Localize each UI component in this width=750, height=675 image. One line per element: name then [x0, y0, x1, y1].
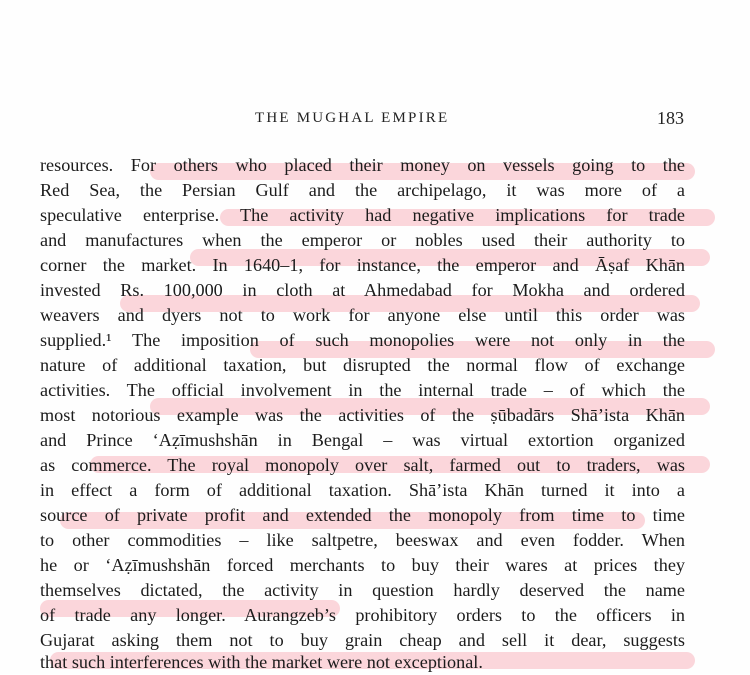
- running-head: [0, 110, 750, 134]
- text-line-1: resources. For others who placed their money on vessels going to the: [40, 155, 685, 175]
- text-line-5: corner the market. In 1640–1, for instance, the emperor and Āṣaf Khān: [40, 255, 685, 275]
- text-line-18: themselves dictated, the activity in question hardly deserved the name: [40, 580, 685, 600]
- text-line-10: activities. The official involvement in the internal trade – of which the: [40, 380, 685, 400]
- text-line-12: and Prince ‘Aẓīmushshān in Bengal – was virtual extortion organized: [40, 430, 685, 450]
- page-number: 183: [657, 108, 684, 128]
- text-line-16: to other commodities – like saltpetre, beeswax and even fodder. When: [40, 530, 685, 550]
- text-line-2: Red Sea, the Persian Gulf and the archipelago, it was more of a: [40, 180, 685, 200]
- text-line-13: as commerce. The royal monopoly over salt, farmed out to traders, was: [40, 455, 685, 475]
- text-line-8: supplied.¹ The imposition of such monopolies were not only in the: [40, 330, 685, 350]
- running-title: THE MUGHAL EMPIRE: [255, 110, 450, 126]
- text-line-4: and manufactures when the emperor or nobles used their authority to: [40, 230, 685, 250]
- text-line-17: he or ‘Aẓīmushshān forced merchants to buy their wares at prices they: [40, 555, 685, 575]
- text-line-21: that such interferences with the market were not exceptional.: [40, 652, 483, 672]
- text-line-9: nature of additional taxation, but disrupted the normal flow of exchange: [40, 355, 685, 375]
- text-line-20: Gujarat asking them not to buy grain cheap and sell it dear, suggests: [40, 630, 685, 650]
- text-line-7: weavers and dyers not to work for anyone else until this order was: [40, 305, 685, 325]
- text-line-14: in effect a form of additional taxation. Shā’ista Khān turned it into a: [40, 480, 685, 500]
- text-line-3: speculative enterprise. The activity had negative implications for trade: [40, 205, 685, 225]
- text-line-15: source of private profit and extended the monopoly from time to time: [40, 505, 685, 525]
- text-line-19: of trade any longer. Aurangzeb’s prohibitory orders to the officers in: [40, 605, 685, 625]
- text-line-11: most notorious example was the activities of the ṣūbadārs Shā’ista Khān: [40, 405, 685, 425]
- text-line-6: invested Rs. 100,000 in cloth at Ahmedabad for Mokha and ordered: [40, 280, 685, 300]
